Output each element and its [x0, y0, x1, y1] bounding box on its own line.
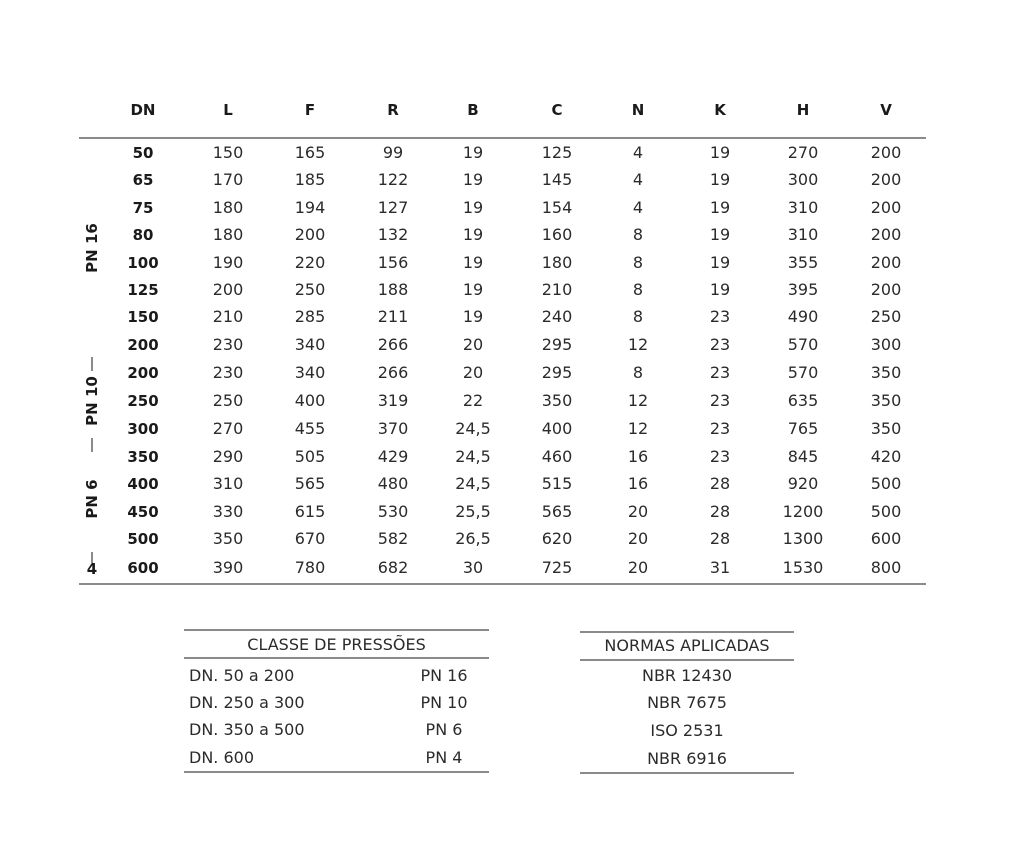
dn-cell: 75 — [132, 199, 154, 217]
table-cell-v: 200 — [870, 198, 902, 217]
table-cell-n: 8 — [632, 307, 644, 326]
table-cell-b: 20 — [462, 363, 484, 382]
table-top-rule — [79, 137, 926, 139]
table-cell-n: 16 — [627, 474, 649, 493]
table-cell-k: 19 — [709, 225, 731, 244]
pressure-table-top-rule — [184, 629, 489, 631]
table-cell-f: 250 — [294, 280, 326, 299]
group-label-pn4: 4 — [86, 560, 98, 578]
table-bottom-rule — [79, 583, 926, 585]
table-cell-h: 490 — [787, 307, 819, 326]
pn-class-cell: PN 10 — [420, 693, 468, 712]
table-cell-b: 19 — [462, 198, 484, 217]
group-label-pn10: PN 10 — [83, 376, 101, 426]
table-cell-k: 23 — [709, 447, 731, 466]
table-cell-c: 180 — [541, 253, 573, 272]
table-cell-r: 480 — [377, 474, 409, 493]
table-cell-k: 28 — [709, 502, 731, 521]
group-divider — [91, 357, 93, 371]
table-cell-l: 330 — [212, 502, 244, 521]
column-header-c: C — [551, 101, 563, 119]
table-cell-r: 132 — [377, 225, 409, 244]
standards-table-top-rule — [580, 631, 794, 633]
table-cell-v: 500 — [870, 474, 902, 493]
table-cell-b: 19 — [462, 143, 484, 162]
pn-class-cell: PN 16 — [420, 666, 468, 685]
table-cell-h: 310 — [787, 225, 819, 244]
dn-cell: 450 — [127, 503, 159, 521]
dn-cell: 250 — [127, 392, 159, 410]
table-cell-c: 620 — [541, 529, 573, 548]
table-cell-v: 350 — [870, 419, 902, 438]
table-cell-v: 500 — [870, 502, 902, 521]
table-cell-r: 122 — [377, 170, 409, 189]
table-cell-f: 340 — [294, 363, 326, 382]
group-label-pn6: PN 6 — [83, 479, 101, 519]
table-cell-h: 570 — [787, 363, 819, 382]
table-cell-c: 565 — [541, 502, 573, 521]
table-cell-l: 210 — [212, 307, 244, 326]
group-divider — [91, 438, 93, 452]
table-cell-h: 1200 — [782, 502, 824, 521]
table-cell-v: 350 — [870, 391, 902, 410]
column-header-v: V — [880, 101, 892, 119]
table-cell-f: 185 — [294, 170, 326, 189]
table-cell-b: 24,5 — [455, 419, 491, 438]
dn-range-cell: DN. 350 a 500 — [189, 720, 305, 739]
table-cell-n: 8 — [632, 280, 644, 299]
table-cell-b: 30 — [462, 558, 484, 577]
table-cell-r: 319 — [377, 391, 409, 410]
table-cell-h: 270 — [787, 143, 819, 162]
table-cell-n: 4 — [632, 143, 644, 162]
table-cell-k: 23 — [709, 335, 731, 354]
table-cell-l: 390 — [212, 558, 244, 577]
table-cell-h: 355 — [787, 253, 819, 272]
table-cell-r: 682 — [377, 558, 409, 577]
table-cell-l: 230 — [212, 363, 244, 382]
table-cell-b: 26,5 — [455, 529, 491, 548]
table-cell-f: 220 — [294, 253, 326, 272]
table-cell-c: 295 — [541, 363, 573, 382]
table-cell-l: 290 — [212, 447, 244, 466]
table-cell-k: 23 — [709, 391, 731, 410]
table-cell-l: 150 — [212, 143, 244, 162]
table-cell-v: 800 — [870, 558, 902, 577]
table-cell-c: 725 — [541, 558, 573, 577]
table-cell-f: 615 — [294, 502, 326, 521]
table-cell-n: 20 — [627, 529, 649, 548]
table-cell-n: 4 — [632, 170, 644, 189]
table-cell-l: 310 — [212, 474, 244, 493]
table-cell-b: 19 — [462, 307, 484, 326]
dn-cell: 200 — [127, 364, 159, 382]
table-cell-r: 530 — [377, 502, 409, 521]
table-cell-n: 8 — [632, 253, 644, 272]
table-cell-k: 19 — [709, 253, 731, 272]
table-cell-h: 1300 — [782, 529, 824, 548]
pressure-table-header-rule — [184, 657, 489, 659]
table-cell-l: 230 — [212, 335, 244, 354]
table-cell-n: 12 — [627, 419, 649, 438]
table-cell-v: 200 — [870, 170, 902, 189]
column-header-dn: DN — [130, 101, 156, 119]
table-cell-n: 8 — [632, 363, 644, 382]
dn-cell: 100 — [127, 254, 159, 272]
table-cell-c: 240 — [541, 307, 573, 326]
table-cell-h: 395 — [787, 280, 819, 299]
table-cell-b: 19 — [462, 253, 484, 272]
table-cell-v: 600 — [870, 529, 902, 548]
table-cell-c: 515 — [541, 474, 573, 493]
dn-cell: 50 — [132, 144, 154, 162]
pn-class-cell: PN 4 — [425, 748, 463, 767]
table-cell-c: 400 — [541, 419, 573, 438]
table-cell-f: 505 — [294, 447, 326, 466]
table-cell-k: 28 — [709, 529, 731, 548]
table-cell-c: 460 — [541, 447, 573, 466]
group-label-pn16: PN 16 — [83, 223, 101, 273]
standards-table-header-rule — [580, 659, 794, 661]
table-cell-v: 300 — [870, 335, 902, 354]
table-cell-r: 99 — [382, 143, 404, 162]
table-cell-c: 145 — [541, 170, 573, 189]
table-cell-h: 845 — [787, 447, 819, 466]
table-cell-v: 200 — [870, 143, 902, 162]
table-cell-r: 127 — [377, 198, 409, 217]
table-cell-n: 20 — [627, 558, 649, 577]
table-cell-f: 200 — [294, 225, 326, 244]
dn-cell: 500 — [127, 530, 159, 548]
table-cell-v: 200 — [870, 253, 902, 272]
dn-range-cell: DN. 250 a 300 — [189, 693, 305, 712]
table-cell-l: 350 — [212, 529, 244, 548]
table-cell-f: 565 — [294, 474, 326, 493]
table-cell-v: 350 — [870, 363, 902, 382]
column-header-r: R — [387, 101, 399, 119]
table-cell-n: 4 — [632, 198, 644, 217]
dn-cell: 125 — [127, 281, 159, 299]
table-cell-l: 190 — [212, 253, 244, 272]
table-cell-k: 19 — [709, 170, 731, 189]
table-cell-v: 420 — [870, 447, 902, 466]
standards-table-bottom-rule — [580, 772, 794, 774]
dn-cell: 80 — [132, 226, 154, 244]
table-cell-r: 156 — [377, 253, 409, 272]
table-cell-f: 165 — [294, 143, 326, 162]
dn-range-cell: DN. 50 a 200 — [189, 666, 295, 685]
table-cell-r: 370 — [377, 419, 409, 438]
table-cell-r: 211 — [377, 307, 409, 326]
table-cell-f: 780 — [294, 558, 326, 577]
standard-item: NBR 7675 — [647, 693, 727, 712]
dn-cell: 400 — [127, 475, 159, 493]
standard-item: NBR 6916 — [647, 749, 727, 768]
table-cell-b: 20 — [462, 335, 484, 354]
column-header-k: K — [714, 101, 726, 119]
pn-class-cell: PN 6 — [425, 720, 463, 739]
table-cell-r: 266 — [377, 363, 409, 382]
table-cell-l: 270 — [212, 419, 244, 438]
dn-cell: 600 — [127, 559, 159, 577]
table-cell-l: 180 — [212, 225, 244, 244]
table-cell-l: 200 — [212, 280, 244, 299]
standard-item: ISO 2531 — [650, 721, 724, 740]
table-cell-h: 300 — [787, 170, 819, 189]
table-cell-f: 400 — [294, 391, 326, 410]
table-cell-c: 295 — [541, 335, 573, 354]
column-header-f: F — [304, 101, 316, 119]
table-cell-n: 20 — [627, 502, 649, 521]
table-cell-k: 23 — [709, 363, 731, 382]
table-cell-k: 31 — [709, 558, 731, 577]
table-cell-r: 429 — [377, 447, 409, 466]
table-cell-n: 16 — [627, 447, 649, 466]
column-header-b: B — [467, 101, 479, 119]
table-cell-c: 154 — [541, 198, 573, 217]
table-cell-f: 285 — [294, 307, 326, 326]
table-cell-c: 160 — [541, 225, 573, 244]
table-cell-r: 188 — [377, 280, 409, 299]
dn-cell: 200 — [127, 336, 159, 354]
dn-cell: 350 — [127, 448, 159, 466]
table-cell-l: 180 — [212, 198, 244, 217]
table-cell-n: 8 — [632, 225, 644, 244]
table-cell-r: 266 — [377, 335, 409, 354]
column-header-n: N — [631, 101, 645, 119]
table-cell-h: 310 — [787, 198, 819, 217]
table-cell-c: 210 — [541, 280, 573, 299]
table-cell-c: 350 — [541, 391, 573, 410]
dn-cell: 300 — [127, 420, 159, 438]
table-cell-b: 19 — [462, 170, 484, 189]
column-header-l: L — [223, 101, 233, 119]
column-header-h: H — [796, 101, 810, 119]
table-cell-r: 582 — [377, 529, 409, 548]
table-cell-n: 12 — [627, 391, 649, 410]
table-cell-k: 19 — [709, 143, 731, 162]
pressure-table-bottom-rule — [184, 771, 489, 773]
dn-cell: 150 — [127, 308, 159, 326]
table-cell-k: 28 — [709, 474, 731, 493]
table-cell-v: 250 — [870, 307, 902, 326]
table-cell-l: 170 — [212, 170, 244, 189]
table-cell-k: 23 — [709, 419, 731, 438]
pressure-table-title: CLASSE DE PRESSÕES — [247, 635, 426, 654]
table-cell-b: 24,5 — [455, 474, 491, 493]
table-cell-k: 23 — [709, 307, 731, 326]
table-cell-b: 24,5 — [455, 447, 491, 466]
table-cell-b: 22 — [462, 391, 484, 410]
table-cell-c: 125 — [541, 143, 573, 162]
table-cell-f: 455 — [294, 419, 326, 438]
table-cell-f: 340 — [294, 335, 326, 354]
table-cell-n: 12 — [627, 335, 649, 354]
table-cell-l: 250 — [212, 391, 244, 410]
dn-cell: 65 — [132, 171, 154, 189]
table-cell-k: 19 — [709, 198, 731, 217]
table-cell-h: 635 — [787, 391, 819, 410]
table-cell-f: 194 — [294, 198, 326, 217]
table-cell-f: 670 — [294, 529, 326, 548]
table-cell-k: 19 — [709, 280, 731, 299]
table-cell-v: 200 — [870, 225, 902, 244]
table-cell-b: 25,5 — [455, 502, 491, 521]
standards-table-title: NORMAS APLICADAS — [604, 636, 770, 655]
dn-range-cell: DN. 600 — [189, 748, 254, 767]
table-cell-h: 920 — [787, 474, 819, 493]
table-cell-h: 765 — [787, 419, 819, 438]
table-cell-h: 1530 — [782, 558, 824, 577]
table-cell-b: 19 — [462, 280, 484, 299]
table-cell-h: 570 — [787, 335, 819, 354]
table-cell-v: 200 — [870, 280, 902, 299]
table-cell-b: 19 — [462, 225, 484, 244]
standard-item: NBR 12430 — [641, 666, 733, 685]
